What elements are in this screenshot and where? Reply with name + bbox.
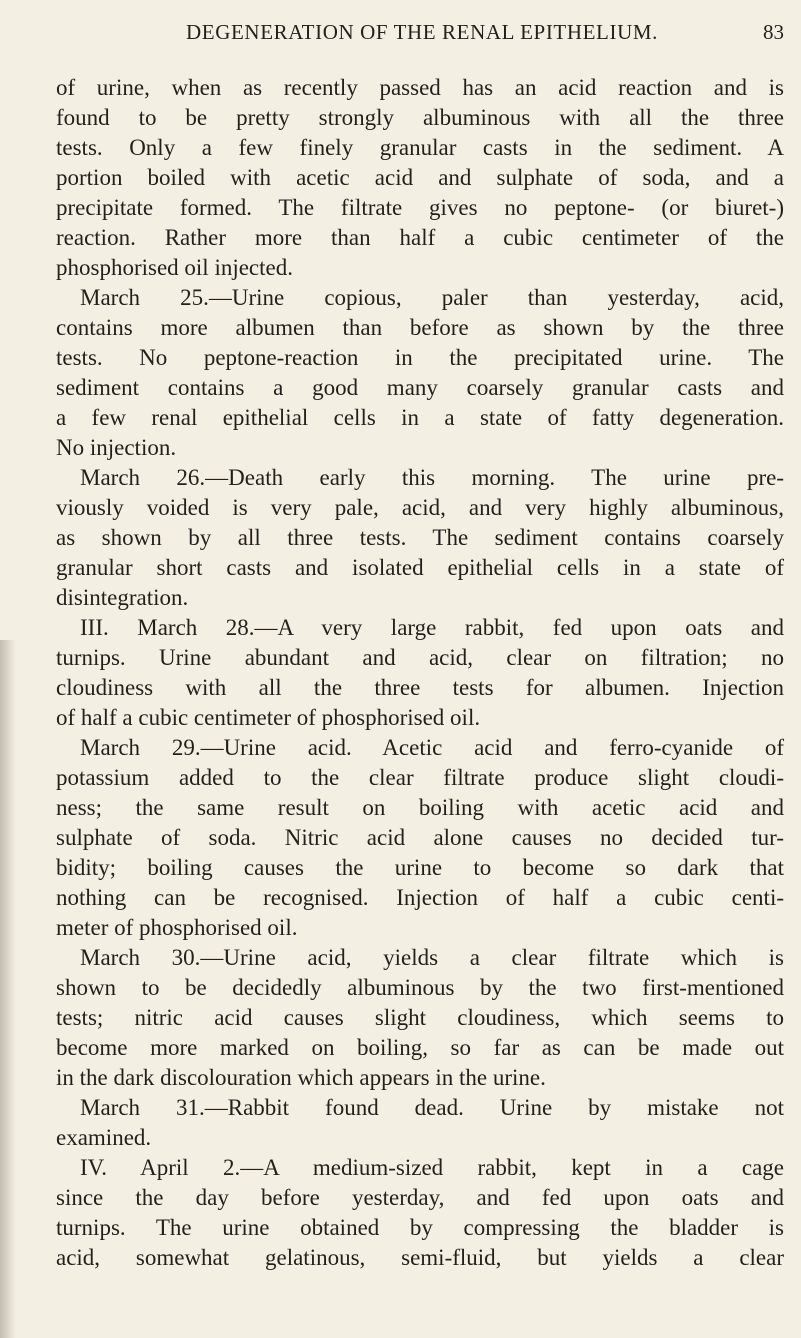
text-line: tests. No peptone-reaction in the precipitated urine. The	[56, 345, 784, 370]
text-line: bidity; boiling causes the urine to become so dark that	[56, 855, 784, 880]
text-line: portion boiled with acetic acid and sulphate of soda, and a	[56, 165, 784, 190]
text-line: sulphate of soda. Nitric acid alone causes no decided tur-	[56, 825, 784, 850]
page-number: 83	[763, 20, 784, 44]
text-line: meter of phosphorised oil.	[56, 915, 298, 940]
text-line: No injection.	[56, 435, 177, 460]
text-line: phosphorised oil injected.	[56, 255, 293, 280]
text-line: in the dark discolouration which appears in the urine.	[56, 1065, 546, 1090]
text-line: of urine, when as recently passed has an acid reaction and is	[56, 75, 784, 100]
text-line: III. March 28.—A very large rabbit, fed upon oats and	[80, 615, 784, 640]
text-line: viously voided is very pale, acid, and very highly albuminous,	[56, 495, 784, 520]
text-line: nothing can be recognised. Injection of half a cubic centi-	[56, 885, 784, 910]
text-line: since the day before yesterday, and fed upon oats and	[56, 1185, 784, 1210]
text-line: ness; the same result on boiling with acetic acid and	[56, 795, 784, 820]
text-line: become more marked on boiling, so far as can be made out	[56, 1035, 784, 1060]
text-line: reaction. Rather more than half a cubic centimeter of the	[56, 225, 784, 250]
text-line: examined.	[56, 1125, 152, 1150]
text-line: precipitate formed. The filtrate gives no peptone- (or biuret-)	[56, 195, 784, 220]
text-line: March 25.—Urine copious, paler than yesterday, acid,	[80, 285, 784, 310]
text-line: of half a cubic centimeter of phosphorised oil.	[56, 705, 481, 730]
text-line: turnips. The urine obtained by compressing the bladder is	[56, 1215, 784, 1240]
text-line: disintegration.	[56, 585, 189, 610]
text-line: March 30.—Urine acid, yields a clear filtrate which is	[80, 945, 784, 970]
text-line: acid, somewhat gelatinous, semi-fluid, but yields a clear	[56, 1245, 784, 1270]
text-line: tests; nitric acid causes slight cloudiness, which seems to	[56, 1005, 784, 1030]
text-line: turnips. Urine abundant and acid, clear on filtration; no	[56, 645, 784, 670]
text-line: March 26.—Death early this morning. The urine pre-	[80, 465, 784, 490]
text-line: granular short casts and isolated epithelial cells in a state of	[56, 555, 784, 580]
text-line: sediment contains a good many coarsely granular casts and	[56, 375, 784, 400]
text-line: contains more albumen than before as shown by the three	[56, 315, 784, 340]
text-line: tests. Only a few finely granular casts in the sediment. A	[56, 135, 784, 160]
text-line: shown to be decidedly albuminous by the two first-mentioned	[56, 975, 784, 1000]
text-line: March 29.—Urine acid. Acetic acid and ferro-cyanide of	[80, 735, 784, 760]
text-line: potassium added to the clear filtrate produce slight cloudi-	[56, 765, 784, 790]
text-line: March 31.—Rabbit found dead. Urine by mistake not	[80, 1095, 784, 1120]
text-line: cloudiness with all the three tests for albumen. Injection	[56, 675, 784, 700]
text-line: IV. April 2.—A medium-sized rabbit, kept in a cage	[80, 1155, 784, 1180]
running-head: DEGENERATION OF THE RENAL EPITHELIUM.	[186, 20, 658, 44]
text-line: as shown by all three tests. The sediment contains coarsely	[56, 525, 784, 550]
text-line: a few renal epithelial cells in a state of fatty degeneration.	[56, 405, 784, 430]
text-line: found to be pretty strongly albuminous with all the three	[56, 105, 784, 130]
